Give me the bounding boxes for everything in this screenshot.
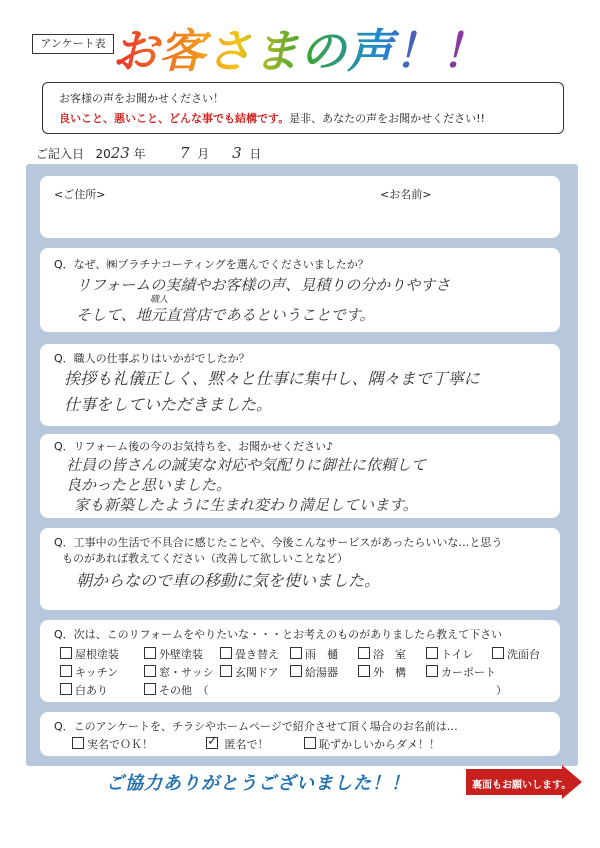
checkbox-checked[interactable]	[206, 734, 218, 749]
option-door[interactable]: 玄関ドア	[220, 664, 279, 680]
option-toilet[interactable]: トイレ	[426, 646, 473, 662]
back-note: 裏面もお願いします。	[472, 780, 572, 791]
q6-card	[40, 712, 560, 756]
option-kitchen[interactable]: キッチン	[60, 664, 118, 680]
date-year-prefix: 20	[95, 147, 111, 161]
q2-card	[40, 344, 560, 426]
intro-line2	[59, 110, 485, 126]
q3-answer1: 社員の皆さんの誠実な対応や気配りに御社に依頼して	[66, 456, 427, 474]
q3-answer3: 家も新築したように生まれ変わり満足しています。	[74, 496, 418, 514]
checkbox[interactable]	[290, 647, 302, 659]
q1-question: Q．なぜ、㈱プラチナコーティングを選んでくださいましたか？	[54, 258, 369, 271]
checkbox[interactable]	[290, 665, 302, 677]
q1-annotation: 職人	[150, 295, 169, 305]
option-anonymous[interactable]: ✓ 匿名で！	[207, 734, 269, 751]
q1-answer1: リフォームの実績やお客様の声、見積りの分かりやすさ	[76, 276, 451, 294]
check-mark-icon: ✓	[207, 734, 218, 749]
q1-card	[40, 248, 560, 332]
checkbox[interactable]	[358, 647, 370, 659]
date-label: ご記入日	[36, 147, 85, 161]
q5-card	[40, 620, 560, 702]
q4-answer1: 朝からなので車の移動に気を使いました。	[76, 571, 381, 590]
checkbox[interactable]	[304, 737, 316, 749]
q5-question: Q．次は、このリフォームをやりたいな・・・とお考えのものがありましたら教えて下さい	[54, 628, 503, 641]
q2-answer2: 仕事をしていただきました。	[64, 395, 273, 414]
option-wall-paint[interactable]: 外壁塗装	[144, 646, 203, 662]
option-window[interactable]: 窓・サッシ	[144, 664, 214, 680]
option-water-heater[interactable]: 給湯器	[290, 664, 338, 680]
option-gutter[interactable]: 雨 樋	[290, 646, 338, 662]
option-washbasin[interactable]: 洗面台	[492, 646, 540, 662]
q2-question: Q．職人の仕事ぶりはいかがでしたか？	[54, 352, 250, 365]
checkbox[interactable]	[60, 647, 72, 659]
option-termite[interactable]: 白あり	[60, 682, 108, 698]
checkbox[interactable]	[144, 683, 156, 695]
q4-card	[40, 528, 560, 610]
other-close-paren: ）	[496, 684, 507, 697]
checkbox[interactable]	[60, 683, 72, 695]
thanks-message: ご協力ありがとうございました！！	[106, 773, 410, 794]
option-roof-paint[interactable]: 屋根塗装	[60, 646, 119, 662]
checkbox[interactable]	[358, 665, 370, 677]
page-title: お客さまの声！！	[112, 18, 502, 84]
q2-answer1: 挨拶も礼儀正しく、黙々と仕事に集中し、隅々まで丁寧に	[64, 369, 480, 388]
checkbox[interactable]	[426, 647, 438, 659]
q4-question2: ものがあれば教えてください（改善して欲しいことなど）	[62, 552, 348, 565]
q4-question1: Q．工事中の生活で不具合に感じたことや、今後こんなサービスがあったらいいな…と思う	[54, 536, 503, 549]
option-carport[interactable]: カーポート	[426, 664, 496, 680]
form-tag: アンケート表	[32, 34, 114, 54]
date-year-label: 年	[133, 147, 146, 161]
intro-line1: お客様の声をお聞かせください！	[59, 92, 224, 105]
q3-question: Q．リフォーム後の今のお気持ちを、お聞かせください♪	[54, 440, 334, 453]
address-label: <ご住所>	[54, 188, 106, 201]
checkbox[interactable]	[220, 647, 232, 659]
checkbox[interactable]	[426, 665, 438, 677]
checkbox[interactable]	[72, 737, 84, 749]
checkbox[interactable]	[144, 647, 156, 659]
q3-card	[40, 434, 560, 518]
option-no[interactable]: 恥ずかしいからダメ！！	[304, 736, 440, 752]
name-label: <お名前>	[380, 188, 432, 201]
checkbox[interactable]	[144, 665, 156, 677]
option-bath[interactable]: 浴 室	[358, 646, 406, 662]
option-real-name[interactable]: 実名でＯＫ！	[72, 736, 153, 752]
option-other[interactable]: その他 （	[144, 682, 209, 698]
checkbox[interactable]	[220, 665, 232, 677]
date-month-label: 月	[197, 147, 210, 161]
intro-banner	[42, 82, 564, 134]
checkbox[interactable]	[492, 647, 504, 659]
checkbox[interactable]	[60, 665, 72, 677]
q1-answer2: そして、地元直営店であるということです。	[76, 306, 375, 324]
date-year: 23	[110, 144, 130, 162]
q6-question: Q．このアンケートを、チラシやホームページで紹介させて頂く場合のお名前は…	[54, 720, 458, 733]
intro-line2-red: 良いこと、悪いこと、どんな事でも結構です。	[59, 112, 290, 125]
date-day-label: 日	[249, 147, 262, 161]
date-row	[36, 144, 261, 162]
intro-line2-rest: 是非、あなたの声をお聞かせください!!	[289, 112, 485, 125]
q3-answer2: 良かったと思いました。	[66, 476, 232, 494]
info-card	[40, 176, 560, 238]
option-tatami[interactable]: 畳き替え	[220, 646, 279, 662]
date-month: 7	[180, 144, 190, 162]
date-day: 3	[232, 144, 242, 162]
option-exterior[interactable]: 外 構	[358, 664, 406, 680]
